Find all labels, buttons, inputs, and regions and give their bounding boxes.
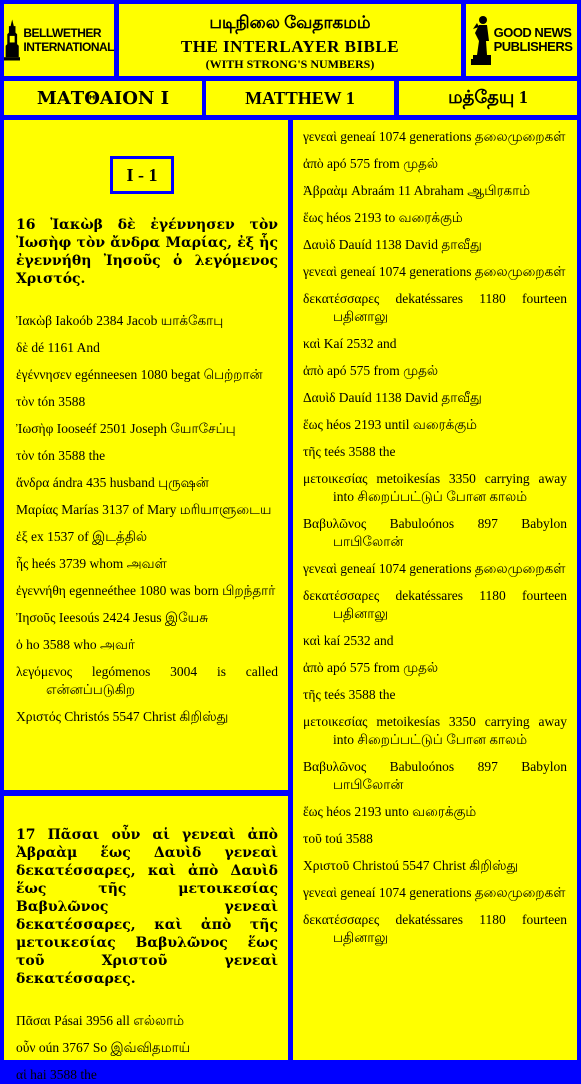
word-entry: ἧς heés 3739 whom அவள் xyxy=(16,556,167,571)
header-english-text: MATTHEW 1 xyxy=(245,87,355,108)
chapter-label: I - 1 xyxy=(110,156,174,194)
title-english: THE INTERLAYER BIBLE xyxy=(180,37,400,56)
title-panel xyxy=(119,4,461,76)
header-english xyxy=(206,81,394,115)
good-news-logo xyxy=(466,4,577,76)
word-entry: Ἀβραὰμ Abraám 11 Abraham ஆபிரகாம் xyxy=(303,183,531,198)
verse16-text: 16 Ἰακὼβ δὲ ἐγέννησεν τὸν Ἰωσὴφ τὸν ἄνδρα Μαρίας, ἐξ ἧς ἐγεννήθη Ἰησοῦς ὁ λεγόμενος Χριστός. xyxy=(16,217,278,287)
word-entry: Δαυὶδ Dauíd 1138 David தாவீது xyxy=(303,390,482,405)
left-logo-line2: INTERNATIONAL xyxy=(23,40,114,54)
header-greek xyxy=(4,81,202,115)
word-entry: γενεαὶ geneaí 1074 generations தலைமுறைகள் xyxy=(303,885,566,900)
word-entry: καὶ Kaí 2532 and xyxy=(303,336,397,351)
word-entry: Βαβυλῶνος Babuloónos 897 Babylon பாபிலோன் xyxy=(303,516,567,549)
verse17-text: 17 Πᾶσαι οὖν αἱ γενεαὶ ἀπὸ Ἀβραὰμ ἕως Δαυὶδ γενεαὶ δεκατέσσαρες, καὶ ἀπὸ Δαυὶδ ἕως τῆς μετοικεσίας Βαβυλῶνος γενεαὶ δεκατέσσαρες, καὶ ἀπὸ τῆς μετοικεσίας Βαβυλῶνος ἕως τοῦ Χριστοῦ γενεαὶ δεκατέσσαρες. xyxy=(16,827,278,987)
word-entry: Χριστοῦ Christoú 5547 Christ கிறிஸ்து xyxy=(303,858,519,873)
right-word-list xyxy=(303,128,567,947)
word-entry: μετοικεσίας metoikesías 3350 carrying away into சிறைப்பட்டுப் போன காலம் xyxy=(303,714,567,747)
word-entry: καὶ kaí 2532 and xyxy=(303,633,394,648)
verse16-word-list xyxy=(16,312,278,726)
right-logo-line2: PUBLISHERS xyxy=(493,39,573,54)
word-entry: λεγόμενος legómenos 3004 is called என்னப்படுகிற xyxy=(16,664,278,697)
word-entry: ὁ ho 3588 who அவர் xyxy=(16,637,135,652)
right-word-panel xyxy=(293,120,577,1060)
word-entry: τὸν tón 3588 xyxy=(16,394,86,409)
word-entry: ἐγεννήθη egenneéthee 1080 was born பிறந்தார் xyxy=(16,583,276,598)
word-entry: αἱ hai 3588 the xyxy=(16,1067,97,1082)
word-entry: δεκατέσσαρες dekatéssares 1180 fourteen பதினாலு xyxy=(303,588,567,621)
word-entry: ἀπὸ apó 575 from முதல் xyxy=(303,156,439,171)
word-entry: ἄνδρα ándra 435 husband புருஷன் xyxy=(16,475,209,490)
word-entry: γενεαὶ geneaí 1074 generations தலைமுறைகள் xyxy=(303,264,566,279)
right-logo-line1: GOOD NEWS xyxy=(493,25,572,40)
word-entry: ἕως héos 2193 to வரைக்கும் xyxy=(303,210,463,225)
word-entry: Βαβυλῶνος Babuloónos 897 Babylon பாபிலோன் xyxy=(303,759,567,792)
word-entry: ἀπὸ apó 575 from முதல் xyxy=(303,363,439,378)
word-entry: οὖν oún 3767 So இவ்விதமாய் xyxy=(16,1040,191,1055)
word-entry: τῆς teés 3588 the xyxy=(303,687,396,702)
title-tamil: படிநிலை வேதாகமம் xyxy=(209,13,371,32)
verse17-word-list xyxy=(16,1012,278,1084)
header-tamil-text: மத்தேயு 1 xyxy=(448,86,528,107)
title-subtitle: (WITH STRONG'S NUMBERS) xyxy=(205,57,375,71)
word-entry: Μαρίας Marías 3137 of Mary மரியாளுடைய xyxy=(16,502,272,517)
word-entry: Ἰωσὴφ Iooseéf 2501 Joseph யோசேப்பு xyxy=(16,421,236,436)
word-entry: γενεαὶ geneaí 1074 generations தலைமுறைகள் xyxy=(303,129,566,144)
verse17-panel xyxy=(4,796,288,1082)
verse16-panel xyxy=(4,120,288,790)
word-entry: Δαυὶδ Dauíd 1138 David தாவீது xyxy=(303,237,482,252)
word-entry: μετοικεσίας metoikesías 3350 carrying away into சிறைப்பட்டுப் போன காலம் xyxy=(303,471,567,504)
word-entry: τῆς teés 3588 the xyxy=(303,444,396,459)
word-entry: Χριστός Christós 5547 Christ கிறிஸ்து xyxy=(16,709,229,724)
left-logo-line1: BELLWETHER xyxy=(23,26,102,40)
word-entry: Πᾶσαι Pásai 3956 all எல்லாம் xyxy=(16,1013,185,1028)
word-entry: τὸν tón 3588 the xyxy=(16,448,106,463)
statue-icon xyxy=(471,15,491,65)
bell-tower-icon xyxy=(4,15,20,65)
word-entry: ἕως héos 2193 until வரைக்கும் xyxy=(303,417,477,432)
word-entry: ἀπὸ apó 575 from முதல் xyxy=(303,660,439,675)
word-entry: ἐξ ex 1537 of இடத்தில் xyxy=(16,529,148,544)
word-entry: δεκατέσσαρες dekatéssares 1180 fourteen பதினாலு xyxy=(303,912,567,945)
header-tamil xyxy=(399,81,577,115)
word-entry: ἕως héos 2193 unto வரைக்கும் xyxy=(303,804,477,819)
word-entry: δεκατέσσαρες dekatéssares 1180 fourteen பதினாலு xyxy=(303,291,567,324)
word-entry: Ἰησοῦς Ieesoús 2424 Jesus இயேசு xyxy=(16,610,209,625)
word-entry: Ἰακὼβ Iakoób 2384 Jacob யாக்கோபு xyxy=(16,313,224,328)
bellwether-logo xyxy=(4,4,114,76)
header-greek-text: ΜΑΤΘΑΙΟΝ Ι xyxy=(36,87,170,109)
word-entry: γενεαὶ geneaí 1074 generations தலைமுறைகள் xyxy=(303,561,566,576)
word-entry: ἐγέννησεν egénneesen 1080 begat பெற்றான் xyxy=(16,367,263,382)
word-entry: δὲ dé 1161 And xyxy=(16,340,100,355)
word-entry: τοῦ toú 3588 xyxy=(303,831,373,846)
